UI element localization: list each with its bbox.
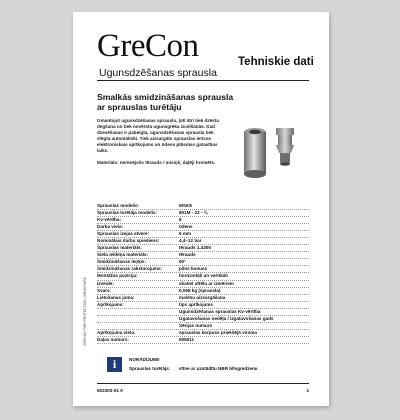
spec-row bbox=[97, 252, 309, 259]
spec-label: Montāžas pozīcija: bbox=[97, 273, 138, 279]
spec-label: Daļas numurs: bbox=[97, 336, 129, 342]
spec-row bbox=[97, 224, 309, 231]
product-title-line: ar sprauslas turētāju bbox=[97, 102, 182, 112]
note-label: Sprauslas turētājs: bbox=[129, 366, 171, 371]
spec-label: Sprauslas izejas atvere: bbox=[97, 231, 150, 237]
description-paragraph: Izmantojot ugunsdzēšanas sprauslu, ļoti ātri tiek dzēsta degšana un tiek novērsta ugunsgrēka izcelšanās. Kad dzesēšanas ir pabeigta, ugunsdzēšanas sprausla tiek slēgta automātiski. Tiek aizsargāts sprauslas ierīces elektroniskais aprīkojums un ūdens plūsmas gatavības laiks. bbox=[97, 118, 219, 153]
spec-row bbox=[97, 203, 309, 210]
info-icon: i bbox=[107, 357, 122, 372]
spec-row bbox=[97, 309, 309, 316]
spec-row bbox=[97, 316, 309, 323]
datasheet-page bbox=[73, 12, 329, 406]
spec-row bbox=[97, 295, 309, 302]
note-box bbox=[107, 357, 307, 379]
note-title: NORĀDĪJUMI! bbox=[129, 357, 160, 362]
spec-label bbox=[97, 316, 179, 322]
spec-value: pilns konuss bbox=[179, 266, 208, 272]
spec-value: MSK8 bbox=[179, 203, 192, 208]
spec-row bbox=[97, 337, 309, 344]
document-code: 502303-01 0 bbox=[97, 388, 123, 393]
spec-label: Smidzināšanas leņķis: bbox=[97, 259, 147, 265]
side-document-code: GRECON FIRE PROTECTION | BROCHURE bbox=[83, 277, 87, 346]
spec-value: skatiet attēlu ar izmēriem bbox=[179, 280, 234, 286]
spec-value: 505011 bbox=[179, 336, 195, 342]
product-description bbox=[97, 118, 221, 172]
spec-row bbox=[97, 238, 309, 245]
spec-row bbox=[97, 266, 309, 273]
spec-row bbox=[97, 259, 309, 266]
spec-label: Kv-vērtība: bbox=[97, 217, 121, 223]
spec-row bbox=[97, 245, 309, 252]
spec-value: tērauds 1.4305 bbox=[179, 245, 211, 251]
spec-row bbox=[97, 231, 309, 238]
product-title bbox=[97, 92, 233, 112]
spec-row bbox=[97, 323, 309, 330]
spec-label: Aprīkojuma vieta: bbox=[97, 329, 136, 335]
note-value: vītne ar uzstādītu NBR blīvgredzenu bbox=[179, 366, 258, 371]
spec-value: ūdens bbox=[179, 224, 193, 230]
spec-label: Sieta ieliktņa materiāls: bbox=[97, 252, 149, 258]
spec-value: Sērijas numurs bbox=[179, 322, 213, 328]
spec-label: Nominālais darba spiediens: bbox=[97, 238, 160, 244]
spec-label: Aprīkojums: bbox=[97, 301, 124, 307]
specifications-table bbox=[97, 203, 309, 344]
footer-divider bbox=[97, 383, 309, 384]
logo-subtitle: Ugunsdzēšanas sprausla bbox=[99, 67, 217, 79]
spec-label: Sprauslas modelis: bbox=[97, 203, 140, 208]
spec-label: Svars: bbox=[97, 287, 112, 293]
spec-value: mašīnu aizsargāšana bbox=[179, 294, 226, 300]
product-title-line: Smalkās smidzināšanas sprausla bbox=[97, 92, 234, 102]
spec-label: Sprauslas materiāls: bbox=[97, 245, 142, 251]
spec-label: Lietošanas joma: bbox=[97, 294, 135, 300]
spec-value: Ugunsdzēšanas sprauslas Kv-vērtība bbox=[179, 308, 261, 314]
header-divider bbox=[97, 80, 309, 81]
spec-value: 90° bbox=[179, 259, 186, 265]
product-photo bbox=[236, 122, 302, 184]
spec-row bbox=[97, 330, 309, 337]
spec-row bbox=[97, 273, 309, 280]
spec-label: Darba viela: bbox=[97, 224, 124, 230]
spec-label: Izveide: bbox=[97, 280, 114, 286]
spec-value: 0,068 kg (sprausla) bbox=[179, 287, 221, 293]
spec-value: 8 bbox=[179, 217, 182, 223]
spec-row bbox=[97, 281, 309, 288]
spec-row bbox=[97, 302, 309, 309]
spec-value: tērauds bbox=[179, 252, 196, 258]
description-paragraph: Materiāls: nerūsējošs tērauds / misiņš, daļēji hromēts. bbox=[97, 160, 216, 165]
spec-value: tips aprīkojums bbox=[179, 301, 213, 307]
spec-row bbox=[97, 217, 309, 224]
spec-label bbox=[97, 309, 179, 315]
spec-label: Sprauslas turētāja modelis: bbox=[97, 210, 157, 216]
spec-value: sprauslas korpuss priekšējā virsma bbox=[179, 329, 257, 335]
spec-value: 4,4–12 bar bbox=[179, 238, 202, 244]
spec-label: Smidzināšanas raksturojums: bbox=[97, 266, 163, 272]
spec-row bbox=[97, 288, 309, 295]
spec-row bbox=[97, 210, 309, 217]
page-number: 1 bbox=[306, 388, 309, 393]
document-type: Tehniskie dati bbox=[238, 56, 314, 68]
spec-value: Izgatavošanas nedēļa / izgatavošanas gads bbox=[179, 315, 274, 321]
spec-value: 801M - 22 - ¾ bbox=[179, 210, 208, 216]
company-logo: GreCon bbox=[97, 28, 199, 64]
spec-value: 6 mm bbox=[179, 231, 192, 237]
spec-value: horizontāli un vertikāli bbox=[179, 273, 228, 279]
spec-label bbox=[97, 323, 179, 329]
